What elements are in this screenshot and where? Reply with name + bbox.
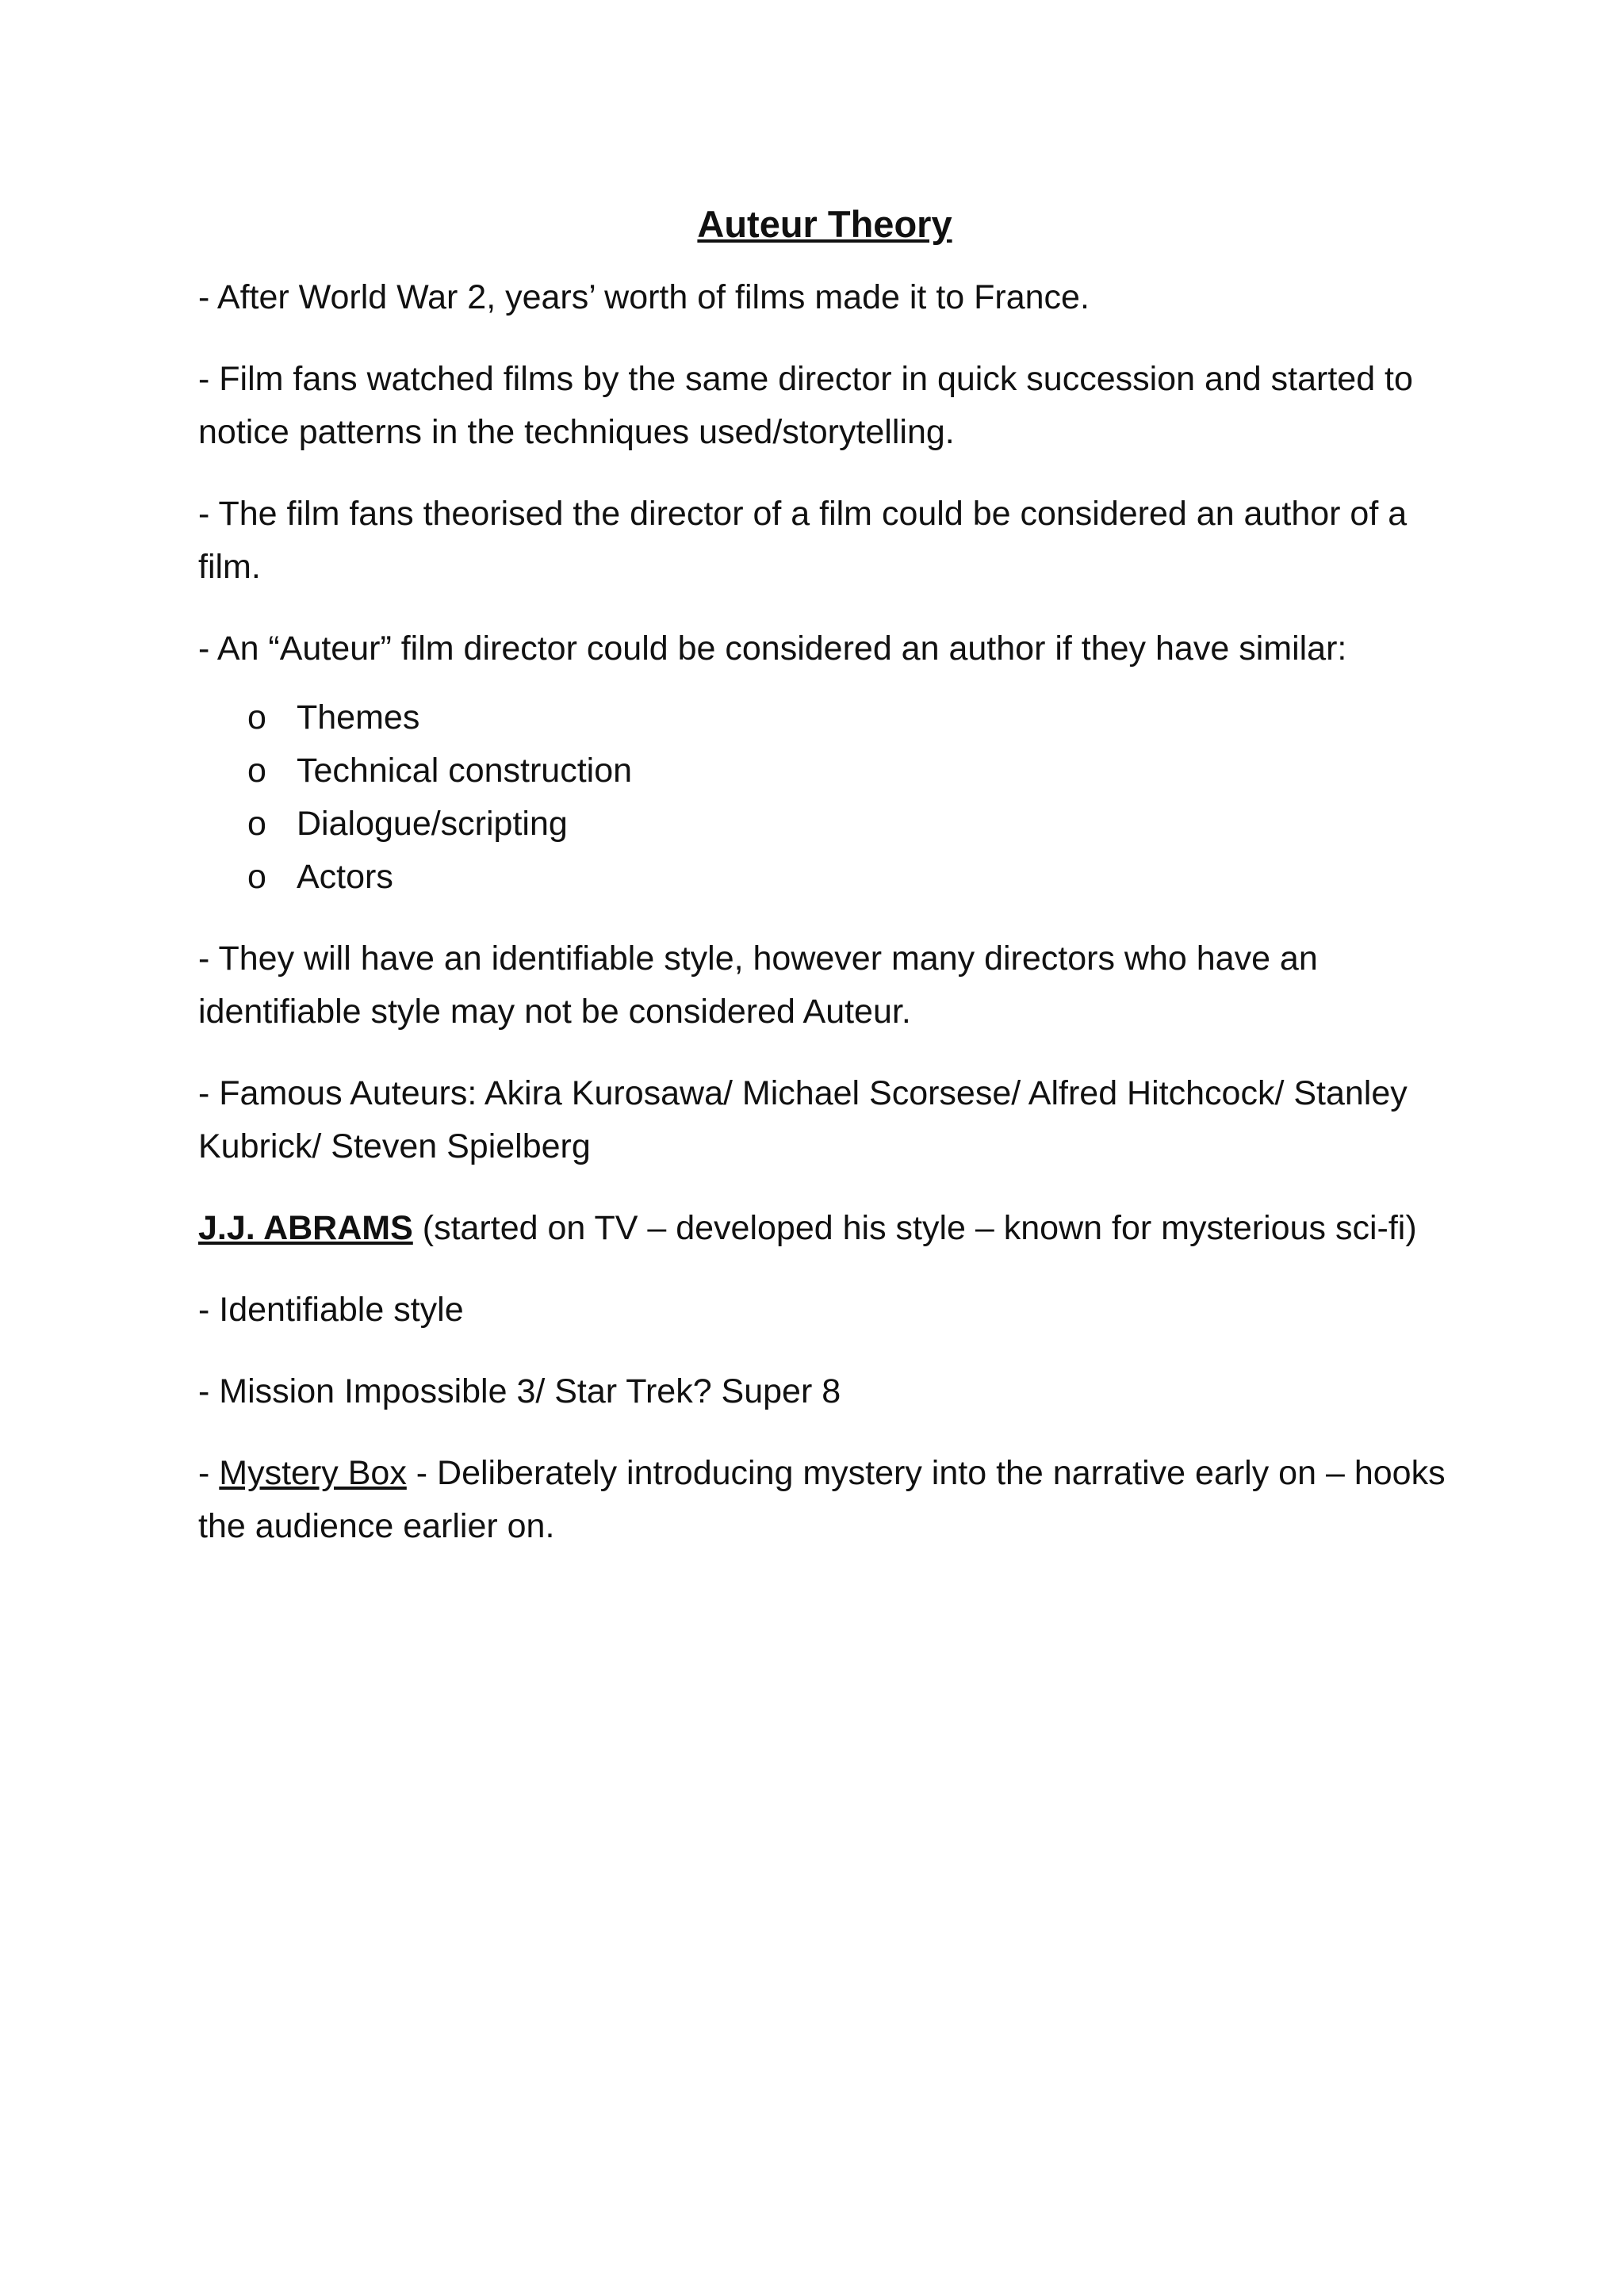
mystery-box-term: Mystery Box — [219, 1454, 407, 1492]
paragraph-film-fans: - Film fans watched films by the same director in quick succession and started to notice patterns in the techniques used/storytelling. — [198, 360, 1413, 451]
paragraph-famous-auteurs: - Famous Auteurs: Akira Kurosawa/ Michael Scorsese/ Alfred Hitchcock/ Stanley Kubrick/ Steven Spielberg — [198, 1074, 1408, 1165]
list-item — [198, 851, 1451, 904]
abrams-note: (started on TV – developed his style – known for mysterious sci-fi) — [412, 1209, 1417, 1247]
paragraph-identifiable-style: - They will have an identifiable style, however many directors who have an identifiable style may not be considered Auteur. — [198, 939, 1318, 1031]
bullet-marker: o — [247, 698, 266, 737]
list-item — [198, 798, 1451, 851]
bullet-text: Dialogue/scripting — [297, 805, 568, 843]
list-item — [198, 691, 1451, 744]
list-item — [198, 744, 1451, 798]
paragraph-abrams — [198, 1202, 1451, 1255]
paragraph-theorised: - The film fans theorised the director of a film could be considered an author of a film. — [198, 495, 1408, 586]
mystery-box-description: - Deliberately introducing mystery into the narrative early on – hooks the audience earlier on. — [198, 1454, 1446, 1545]
paragraph-mystery-box — [198, 1447, 1451, 1553]
paragraph-auteur-definition: - An “Auteur” film director could be considered an author if they have similar: — [198, 629, 1347, 668]
document-title: Auteur Theory — [697, 203, 952, 245]
bullet-text: Technical construction — [297, 752, 633, 790]
bullet-text: Actors — [297, 858, 393, 896]
bullet-marker: o — [247, 858, 266, 896]
abrams-heading: J.J. ABRAMS — [198, 1209, 413, 1247]
document-page — [198, 189, 1451, 1582]
paragraph-ww2: - After World War 2, years’ worth of films made it to France. — [198, 278, 1090, 316]
paragraph-abrams-films: - Mission Impossible 3/ Star Trek? Super 8 — [198, 1372, 841, 1410]
bullet-text: Themes — [297, 698, 420, 737]
mystery-prefix: - — [198, 1454, 220, 1492]
bullet-list — [198, 691, 1451, 904]
paragraph-abrams-style: - Identifiable style — [198, 1291, 464, 1329]
bullet-marker: o — [247, 752, 266, 790]
bullet-marker: o — [247, 805, 266, 843]
